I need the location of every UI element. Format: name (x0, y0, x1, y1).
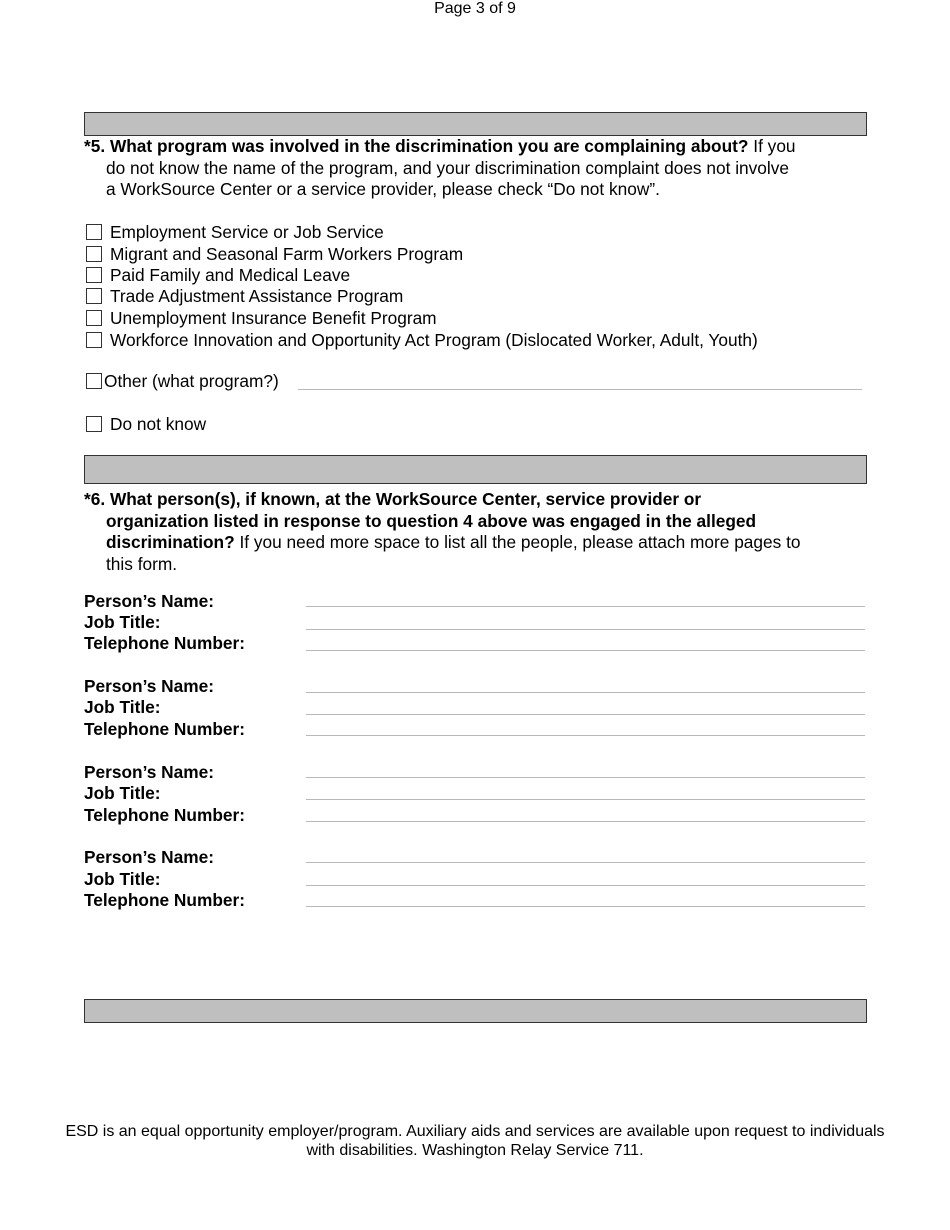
job-title-label: Job Title: (84, 783, 161, 803)
checkbox[interactable] (86, 332, 102, 348)
question-5-title: *5. What program was involved in the discrimination you are complaining about? (84, 136, 749, 156)
do-not-know-label: Do not know (110, 414, 207, 434)
question-6-title-1: *6. What person(s), if known, at the WorkSource Center, service provider or (84, 489, 702, 509)
footer-notice-line-1: ESD is an equal opportunity employer/program. Auxiliary aids and services are available upon request to individuals (65, 1123, 885, 1140)
job-title-label: Job Title: (84, 612, 161, 632)
telephone-input[interactable] (306, 650, 865, 651)
telephone-input[interactable] (306, 735, 865, 736)
program-option-employment-service[interactable] (86, 222, 384, 242)
job-title-input[interactable] (306, 799, 865, 800)
checkbox[interactable] (86, 373, 102, 389)
person-name-input[interactable] (306, 606, 865, 607)
person-name-input[interactable] (306, 862, 865, 863)
program-option-label: Workforce Innovation and Opportunity Act Program (Dislocated Worker, Adult, Youth) (110, 330, 758, 350)
other-label: Other (what program?) (104, 371, 279, 391)
person-name-label: Person’s Name: (84, 676, 214, 696)
person-name-input[interactable] (306, 777, 865, 778)
program-option-label: Unemployment Insurance Benefit Program (110, 308, 437, 328)
person-name-input[interactable] (306, 692, 865, 693)
telephone-label: Telephone Number: (84, 805, 245, 825)
job-title-input[interactable] (306, 885, 865, 886)
program-option-paid-family-leave[interactable] (86, 265, 350, 285)
telephone-label: Telephone Number: (84, 719, 245, 739)
question-5-text-3: a WorkSource Center or a service provider, please check “Do not know”. (106, 179, 660, 199)
person-name-label: Person’s Name: (84, 591, 214, 611)
question-5-text-1: If you (748, 136, 796, 156)
telephone-label: Telephone Number: (84, 890, 245, 910)
program-option-label: Migrant and Seasonal Farm Workers Program (110, 244, 464, 264)
section-header-bar (84, 112, 867, 136)
checkbox[interactable] (86, 310, 102, 326)
telephone-input[interactable] (306, 821, 865, 822)
job-title-label: Job Title: (84, 869, 161, 889)
program-option-wioa[interactable] (86, 330, 758, 350)
job-title-input[interactable] (306, 714, 865, 715)
program-option-label: Trade Adjustment Assistance Program (110, 286, 404, 306)
checkbox[interactable] (86, 267, 102, 283)
program-option-do-not-know[interactable] (86, 414, 206, 434)
job-title-label: Job Title: (84, 697, 161, 717)
telephone-input[interactable] (306, 906, 865, 907)
program-option-unemployment-insurance[interactable] (86, 308, 437, 328)
program-option-migrant-farm[interactable] (86, 244, 463, 264)
question-5-text-2: do not know the name of the program, and your discrimination complaint does not involve (106, 157, 789, 178)
question-6-title-2: organization listed in response to question 4 above was engaged in the alleged (106, 510, 757, 531)
page-number: Page 3 of 9 (434, 0, 516, 17)
person-name-label: Person’s Name: (84, 762, 214, 782)
telephone-label: Telephone Number: (84, 633, 245, 653)
checkbox[interactable] (86, 416, 102, 432)
program-option-other[interactable] (86, 371, 279, 391)
checkbox[interactable] (86, 246, 102, 262)
program-option-label: Employment Service or Job Service (110, 222, 384, 242)
other-program-input[interactable] (298, 389, 862, 390)
program-option-label: Paid Family and Medical Leave (110, 265, 351, 285)
question-6-text-4: this form. (106, 553, 178, 574)
checkbox[interactable] (86, 224, 102, 240)
footer-notice-line-2: with disabilities. Washington Relay Service 711. (306, 1142, 644, 1159)
checkbox[interactable] (86, 288, 102, 304)
question-6-text-3: If you need more space to list all the people, please attach more pages to (234, 532, 801, 552)
section-header-bar (84, 999, 867, 1023)
question-5 (84, 136, 864, 201)
question-6 (84, 489, 864, 575)
question-6-title-3: discrimination? (106, 532, 235, 552)
person-name-label: Person’s Name: (84, 847, 214, 867)
program-option-trade-adjustment[interactable] (86, 286, 403, 306)
section-header-bar (84, 455, 867, 484)
job-title-input[interactable] (306, 629, 865, 630)
